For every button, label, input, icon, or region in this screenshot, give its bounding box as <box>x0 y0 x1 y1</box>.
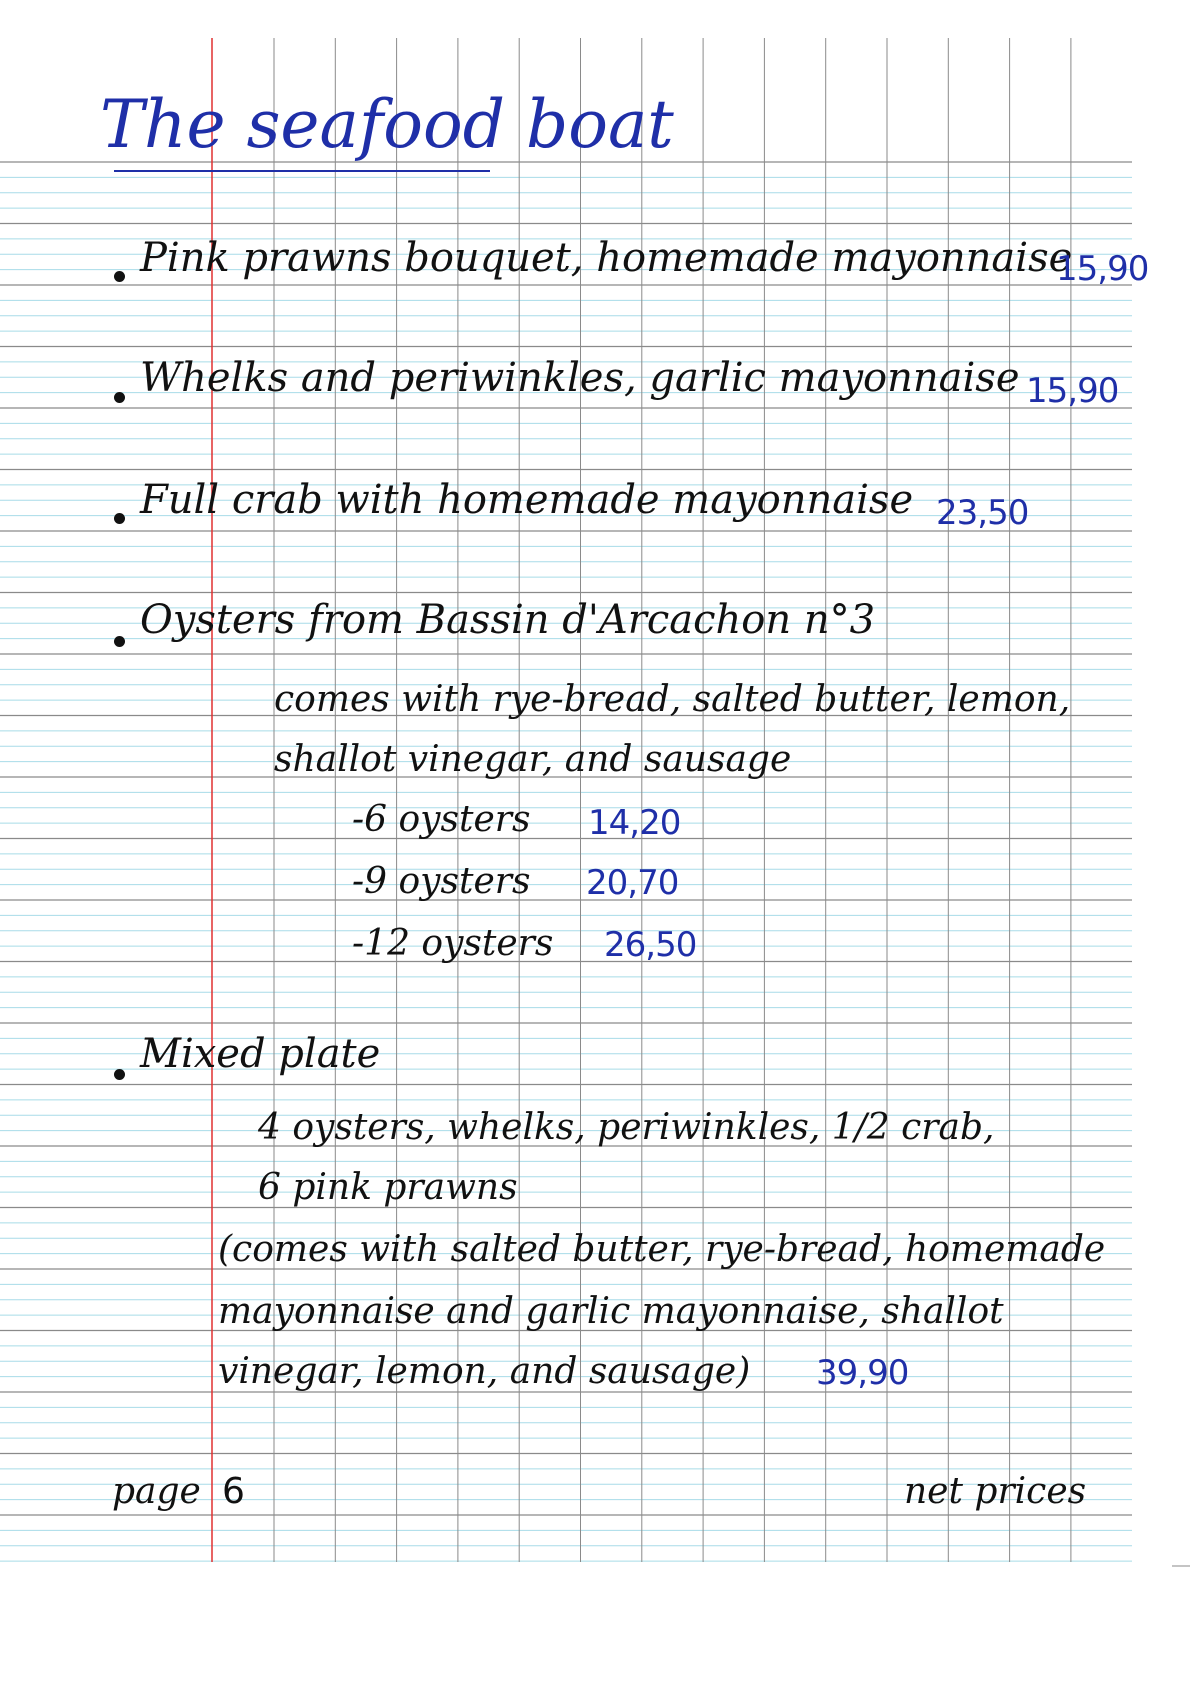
title-underline <box>114 170 490 172</box>
mixed-note-line-1: (comes with salted butter, rye-bread, homemade <box>218 1229 1106 1270</box>
item-name-prawns: Pink prawns bouquet, homemade mayonnaise <box>140 235 1073 281</box>
item-name-whelks: Whelks and periwinkles, garlic mayonnaise <box>140 355 1020 401</box>
oyster-option-9: -9 oysters <box>352 861 531 902</box>
price-whelks: 15,90 <box>1026 371 1119 411</box>
bullet-1 <box>114 271 125 282</box>
price-mixed-plate: 39,90 <box>816 1353 909 1393</box>
oysters-desc-line-2: shallot vinegar, and sausage <box>274 739 792 780</box>
mixed-note-line-3: vinegar, lemon, and sausage) <box>218 1351 751 1392</box>
footer-net-prices: net prices <box>904 1471 1087 1512</box>
item-name-crab: Full crab with homemade mayonnaise <box>140 477 914 523</box>
mixed-note-line-2: mayonnaise and garlic mayonnaise, shallot <box>218 1291 1004 1332</box>
footer-page-label: page <box>112 1471 201 1512</box>
item-name-oysters: Oysters from Bassin d'Arcachon n°3 <box>140 597 876 643</box>
mixed-desc-line-1: 4 oysters, whelks, periwinkles, 1/2 crab, <box>258 1107 995 1148</box>
item-name-mixed-plate: Mixed plate <box>140 1031 381 1077</box>
oyster-option-12: -12 oysters <box>352 923 554 964</box>
menu-title: The seafood boat <box>100 86 674 163</box>
mixed-desc-line-2: 6 pink prawns <box>258 1167 518 1208</box>
footer-page-number: 6 <box>222 1471 245 1512</box>
price-crab: 23,50 <box>936 493 1029 533</box>
bullet-2 <box>114 392 125 403</box>
oyster-option-6: -6 oysters <box>352 799 531 840</box>
oysters-desc-line-1: comes with rye-bread, salted butter, lemon, <box>274 679 1071 720</box>
bullet-4 <box>114 636 125 647</box>
oyster-option-9-price: 20,70 <box>586 863 679 903</box>
price-prawns: 15,90 <box>1056 249 1149 289</box>
bullet-5 <box>114 1069 125 1080</box>
bullet-3 <box>114 513 125 524</box>
oyster-option-12-price: 26,50 <box>604 925 697 965</box>
oyster-option-6-price: 14,20 <box>588 803 681 843</box>
